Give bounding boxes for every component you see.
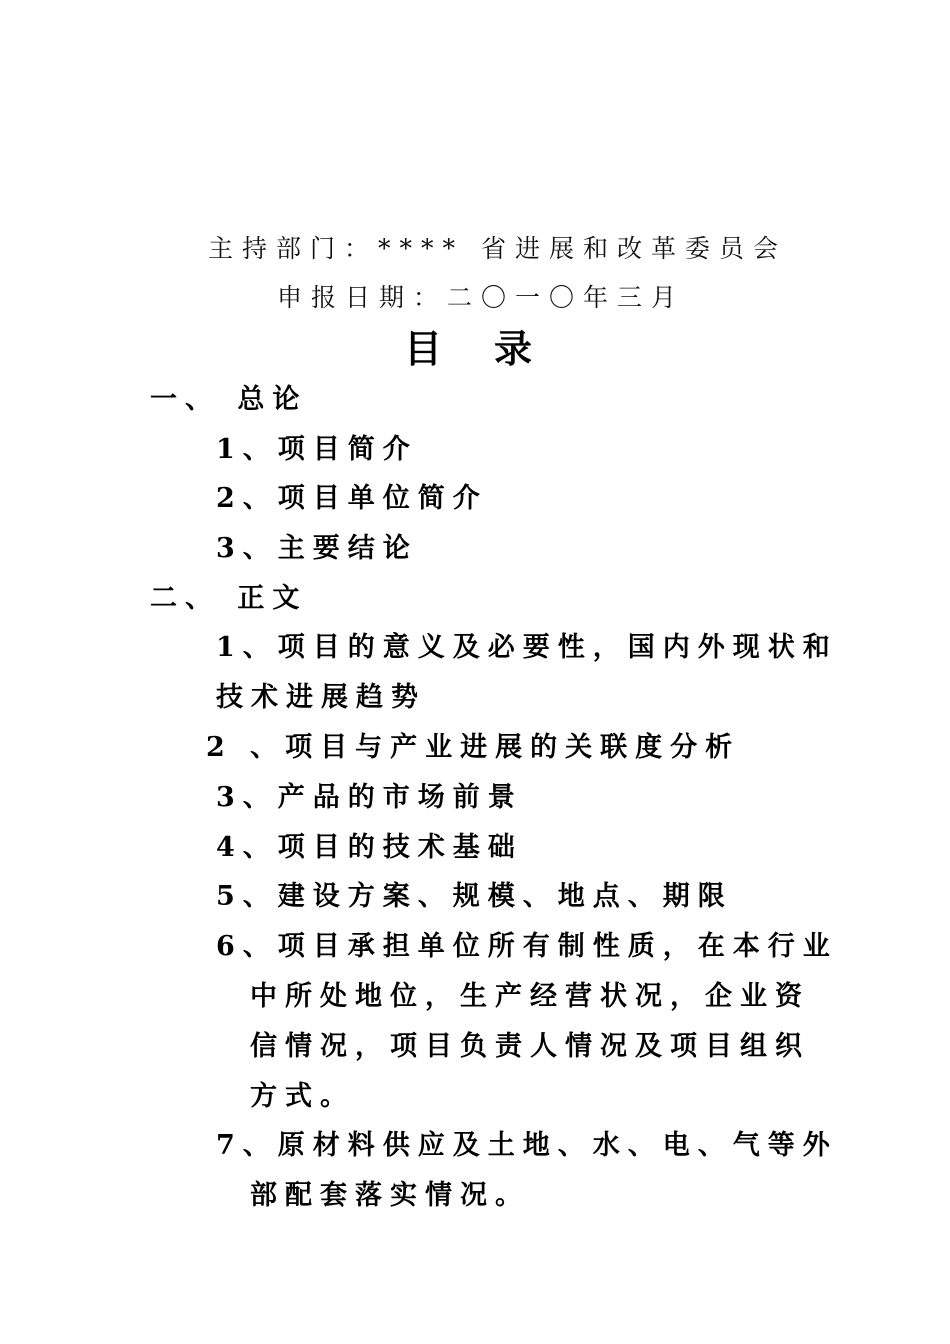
toc-item: 6、项目承担单位所有制性质，在本行业 xyxy=(216,931,838,962)
toc-item: 5、建设方案、规模、地点、期限 xyxy=(216,881,733,912)
toc-item: 1、项目的意义及必要性，国内外现状和 xyxy=(216,632,838,663)
toc-item: 4、项目的技术基础 xyxy=(216,832,523,863)
section-heading-2: 二、 正文 xyxy=(150,583,308,614)
toc-item: 3、主要结论 xyxy=(216,533,418,564)
page-title: 目录 xyxy=(404,326,585,371)
section-heading-1: 一、 总论 xyxy=(150,384,308,415)
toc-item-continuation: 方式。 xyxy=(250,1081,355,1112)
toc-item-continuation: 技术进展趋势 xyxy=(216,682,426,713)
toc-item-continuation: 中所处地位，生产经营状况，企业资 xyxy=(250,981,810,1012)
toc-item-continuation: 信情况，项目负责人情况及项目组织 xyxy=(250,1031,810,1062)
toc-item: 2 、项目与产业进展的关联度分析 xyxy=(206,732,741,763)
toc-item: 7、原材料供应及土地、水、电、气等外 xyxy=(216,1130,838,1161)
department-line: 主持部门：**** 省进展和改革委员会 xyxy=(208,234,787,263)
toc-item: 3、产品的市场前景 xyxy=(216,782,523,813)
toc-item-continuation: 部配套落实情况。 xyxy=(250,1180,530,1211)
toc-item: 1、项目简介 xyxy=(216,434,418,465)
toc-item: 2、项目单位简介 xyxy=(216,483,488,514)
date-line: 申报日期：二〇一〇年三月 xyxy=(277,283,686,312)
